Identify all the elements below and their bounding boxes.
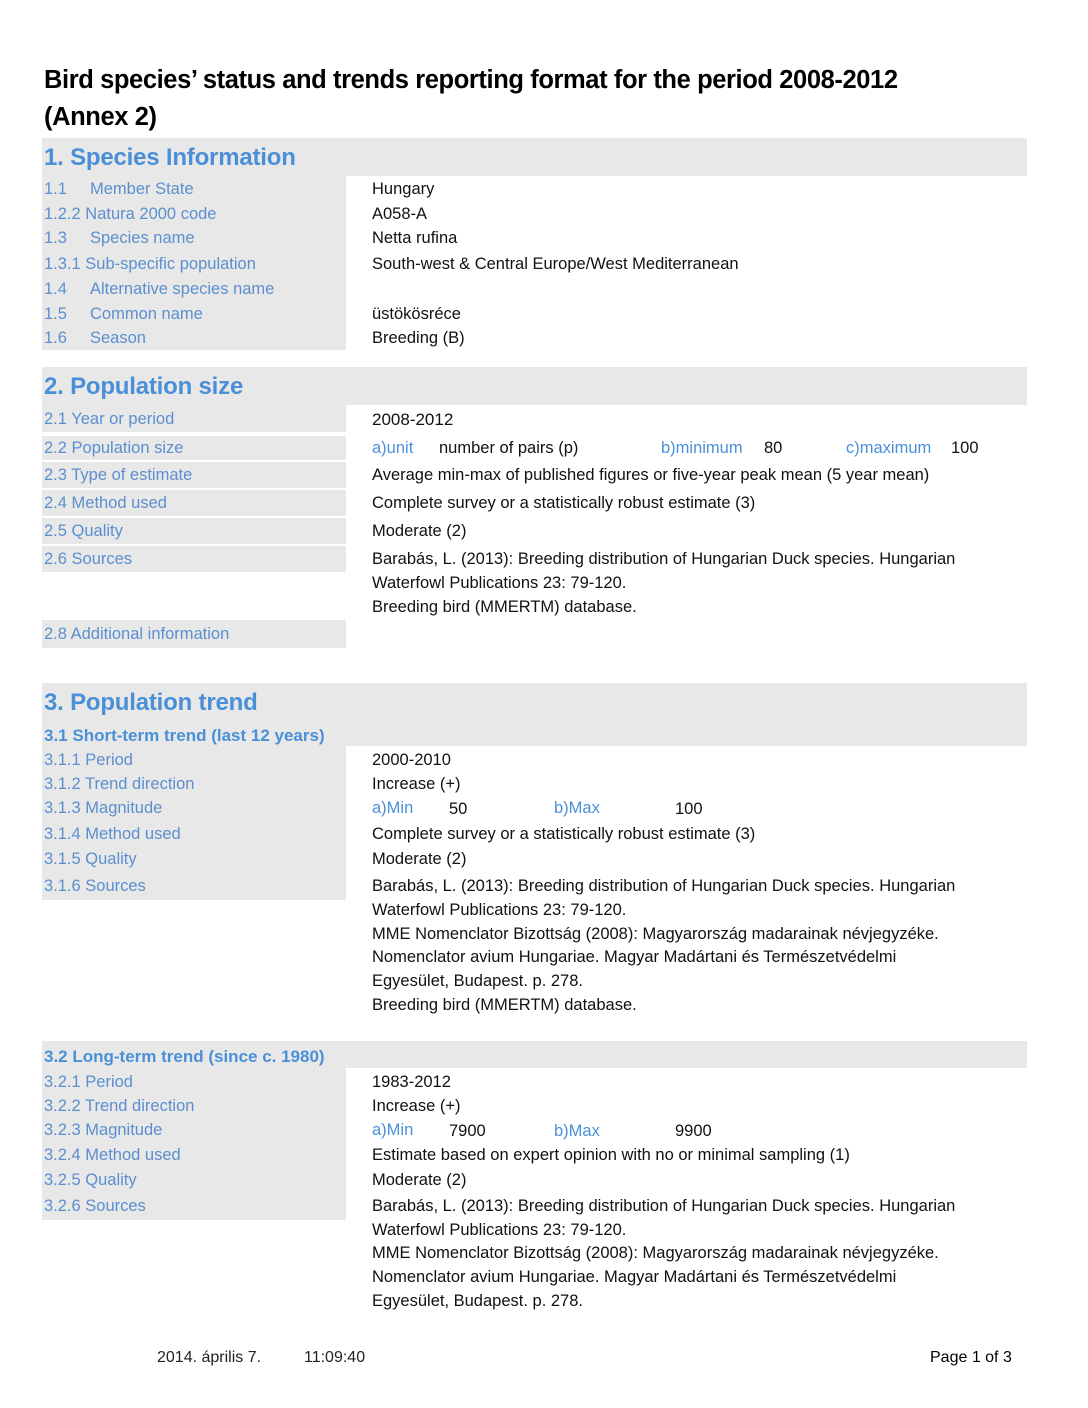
method-value: Complete survey or a statistically robust estimate (3) xyxy=(372,494,756,512)
section1-heading: 1. Species Information xyxy=(44,144,296,171)
sources-line: MME Nomenclator Bizottság (2008): Magyarország madarainak névjegyzéke. xyxy=(372,925,939,943)
type-of-estimate-value: Average min-max of published figures or five-year peak mean (5 year mean) xyxy=(372,466,930,484)
natura-code-value: A058-A xyxy=(372,205,428,223)
quality-label: 2.5 Quality xyxy=(44,522,123,540)
additional-info-label: 2.8 Additional information xyxy=(44,625,230,643)
row-label: Species name xyxy=(90,229,195,247)
footer-date: 2014. április 7. xyxy=(157,1349,262,1366)
short-method-value: Complete survey or a statistically robust estimate (3) xyxy=(372,825,756,843)
short-max-value: 100 xyxy=(675,800,703,818)
short-method-label: 3.1.4 Method used xyxy=(44,825,181,843)
sources-line: Barabás, L. (2013): Breeding distribution of Hungarian Duck species. Hungarian xyxy=(372,877,956,895)
row-number: 1.4 xyxy=(44,280,67,298)
short-direction-value: Increase (+) xyxy=(372,775,461,793)
long-quality-label: 3.2.5 Quality xyxy=(44,1171,137,1189)
sub-specific-population-value: South-west & Central Europe/West Mediterranean xyxy=(372,255,739,273)
long-magnitude-label: 3.2.3 Magnitude xyxy=(44,1121,163,1139)
method-label: 2.4 Method used xyxy=(44,494,167,512)
document-title-line1: Bird species’ status and trends reporting format for the period 2008-2012 xyxy=(44,66,898,94)
long-quality-value: Moderate (2) xyxy=(372,1171,467,1189)
sources-line: Barabás, L. (2013): Breeding distribution of Hungarian Duck species. Hungarian xyxy=(372,550,956,568)
long-period-value: 1983-2012 xyxy=(372,1073,451,1091)
type-of-estimate-label: 2.3 Type of estimate xyxy=(44,466,193,484)
sources-line: Breeding bird (MMERTM) database. xyxy=(372,598,637,616)
long-method-value: Estimate based on expert opinion with no or minimal sampling (1) xyxy=(372,1146,850,1164)
row-number-label: 1.3.1 Sub-specific population xyxy=(44,255,256,273)
quality-value: Moderate (2) xyxy=(372,522,467,540)
short-min-label: a)Min xyxy=(372,799,414,817)
maximum-value: 100 xyxy=(951,439,979,457)
short-quality-label: 3.1.5 Quality xyxy=(44,850,137,868)
long-min-label: a)Min xyxy=(372,1121,414,1139)
year-label: 2.1 Year or period xyxy=(44,410,175,428)
minimum-value: 80 xyxy=(764,439,783,457)
species-name-value: Netta rufina xyxy=(372,229,458,247)
year-value: 2008-2012 xyxy=(372,410,454,429)
sources-line: Egyesület, Budapest. p. 278. xyxy=(372,1292,583,1310)
sources-line: Egyesület, Budapest. p. 278. xyxy=(372,972,583,990)
unit-label: a)unit xyxy=(372,439,414,457)
short-magnitude-label: 3.1.3 Magnitude xyxy=(44,799,163,817)
long-direction-value: Increase (+) xyxy=(372,1097,461,1115)
short-quality-value: Moderate (2) xyxy=(372,850,467,868)
long-direction-label: 3.2.2 Trend direction xyxy=(44,1097,195,1115)
short-period-value: 2000-2010 xyxy=(372,751,451,769)
row-label: Common name xyxy=(90,305,203,323)
sources-line: Nomenclator avium Hungariae. Magyar Madártani és Természetvédelmi xyxy=(372,1268,897,1286)
long-period-label: 3.2.1 Period xyxy=(44,1073,133,1091)
row-number: 1.6 xyxy=(44,329,67,347)
short-sources-label: 3.1.6 Sources xyxy=(44,877,146,895)
row-number: 1.3 xyxy=(44,229,67,247)
long-method-label: 3.2.4 Method used xyxy=(44,1146,181,1164)
sources-line: Barabás, L. (2013): Breeding distribution of Hungarian Duck species. Hungarian xyxy=(372,1197,956,1215)
minimum-label: b)minimum xyxy=(661,439,743,457)
sources-line: Waterfowl Publications 23: 79-120. xyxy=(372,574,627,592)
row-label: Alternative species name xyxy=(90,280,275,298)
sources-line: Breeding bird (MMERTM) database. xyxy=(372,996,637,1014)
section3-heading: 3. Population trend xyxy=(44,689,258,716)
maximum-label: c)maximum xyxy=(846,439,932,457)
short-term-heading: 3.1 Short-term trend (last 12 years) xyxy=(44,726,325,745)
season-value: Breeding (B) xyxy=(372,329,465,347)
population-size-label: 2.2 Population size xyxy=(44,439,184,457)
sources-line: Nomenclator avium Hungariae. Magyar Madártani és Természetvédelmi xyxy=(372,948,897,966)
short-period-label: 3.1.1 Period xyxy=(44,751,133,769)
short-min-value: 50 xyxy=(449,800,468,818)
document-title-line2: (Annex 2) xyxy=(44,103,157,131)
sources-line: Waterfowl Publications 23: 79-120. xyxy=(372,1221,627,1239)
footer-page-number: Page 1 of 3 xyxy=(930,1349,1012,1366)
member-state-value: Hungary xyxy=(372,180,435,198)
short-direction-label: 3.1.2 Trend direction xyxy=(44,775,195,793)
long-max-label: b)Max xyxy=(554,1122,600,1140)
row-number: 1.1 xyxy=(44,180,67,198)
long-term-heading: 3.2 Long-term trend (since c. 1980) xyxy=(44,1047,325,1066)
section2-heading: 2. Population size xyxy=(44,373,244,400)
sources-line: Waterfowl Publications 23: 79-120. xyxy=(372,901,627,919)
short-max-label: b)Max xyxy=(554,799,600,817)
footer-time: 11:09:40 xyxy=(304,1349,366,1366)
common-name-value: üstökösréce xyxy=(372,305,461,323)
row-number-label: 1.2.2 Natura 2000 code xyxy=(44,205,217,223)
unit-value: number of pairs (p) xyxy=(439,439,579,457)
sources-label: 2.6 Sources xyxy=(44,550,133,568)
document-title xyxy=(44,62,1044,136)
sources-line: MME Nomenclator Bizottság (2008): Magyarország madarainak névjegyzéke. xyxy=(372,1244,939,1262)
long-min-value: 7900 xyxy=(449,1122,486,1140)
long-sources-label: 3.2.6 Sources xyxy=(44,1197,146,1215)
row-label: Member State xyxy=(90,180,194,198)
long-max-value: 9900 xyxy=(675,1122,712,1140)
row-number: 1.5 xyxy=(44,305,67,323)
row-label: Season xyxy=(90,329,146,347)
